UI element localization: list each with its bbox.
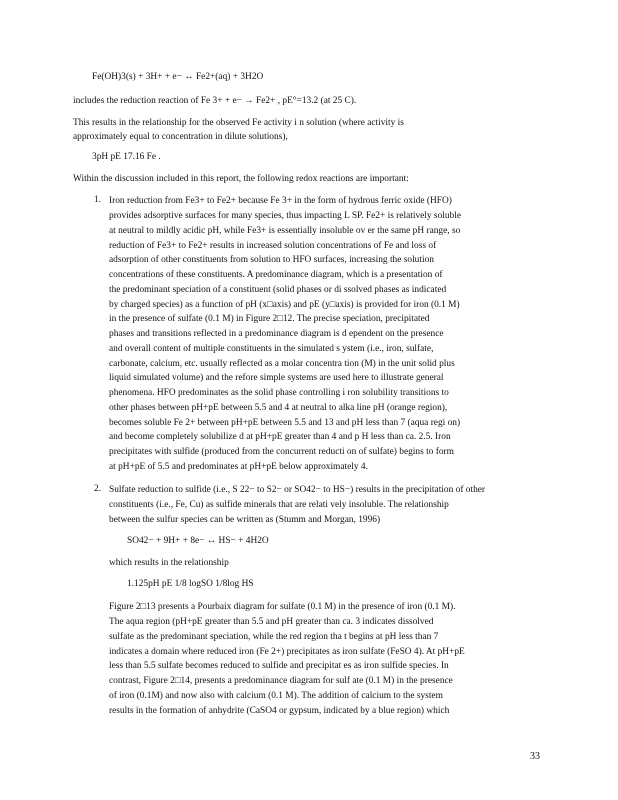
item1-line: other phases between pH+pE between 5.5 and 4 at neutral to alka line pH (orange region), <box>109 403 448 413</box>
item1-line: provides adsorptive surfaces for many species, thus impacting L SP. Fe2+ is relatively soluble <box>109 211 462 221</box>
item1-line: in the presence of sulfate (0.1 M) in Figure 2□12. The precise speciation, precipitated <box>109 314 430 324</box>
item2-line: Figure 2□13 presents a Pourbaix diagram for sulfate (0.1 M) in the presence of iron (0.1 M). <box>109 602 456 612</box>
intro-line-2: This results in the relationship for the observed Fe activity i n solution (where activity is <box>73 118 404 128</box>
equation-fe-activity: 3pH pE 17.16 Fe . <box>92 152 161 162</box>
item2-line: sulfate as the predominant speciation, while the red region tha t begins at pH less than 7 <box>109 632 439 642</box>
intro-line-1: includes the reduction reaction of Fe 3+ + e− → Fe2+ , pE°=13.2 (at 25 C). <box>73 96 357 106</box>
item2-line: indicates a domain where reduced iron (Fe 2+) precipitates as iron sulfate (FeSO 4). At pH+pE <box>109 647 465 657</box>
item1-line: and become completely solubilize d at pH+pE greater than 4 and p H less than ca. 2.5. Iron <box>109 432 451 442</box>
item2-line: constituents (i.e., Fe, Cu) as sulfide minerals that are relati vely insoluble. The relationship <box>109 500 449 510</box>
item1-line: and overall content of multiple constituents in the simulated s ystem (i.e., iron, sulfate, <box>109 344 434 354</box>
item1-line: liquid simulated volume) and the refore simple systems are used here to illustrate general <box>109 373 444 383</box>
item2-line: results in the formation of anhydrite (CaSO4 or gypsum, indicated by a blue region) which <box>109 706 450 716</box>
item2-line: of iron (0.1M) and now also with calcium (0.1 M). The addition of calcium to the system <box>109 691 443 701</box>
item1-line: adsorption of other constituents from solution to HFO surfaces, increasing the solution <box>109 255 434 265</box>
item1-line: reduction of Fe3+ to Fe2+ results in increased solution concentrations of Fe and loss of <box>109 241 437 251</box>
item1-line: concentrations of these constituents. A predominance diagram, which is a presentation of <box>109 270 443 280</box>
item2-line: which results in the relationship <box>109 558 229 568</box>
item1-line: the predominant speciation of a constituent (solid phases or di ssolved phases as indicated <box>109 285 447 295</box>
lead-paragraph: Within the discussion included in this report, the following redox reactions are important: <box>73 174 409 184</box>
item1-line: phenomena. HFO predominates as the solid phase controlling i ron solubility transitions to <box>109 388 449 398</box>
item1-line: by charged species) as a function of pH (x□axis) and pE (y□axis) is provided for iron (0.1 M) <box>109 300 460 310</box>
item1-line: Iron reduction from Fe3+ to Fe2+ because Fe 3+ in the form of hydrous ferric oxide (HFO) <box>109 196 452 206</box>
item2-line: contrast, Figure 2□14, presents a predominance diagram for sulf ate (0.1 M) in the presence <box>109 676 453 686</box>
intro-line-3: approximately equal to concentration in dilute solutions), <box>73 132 288 142</box>
item2-line: The aqua region (pH+pE greater than 5.5 and pH greater than ca. 3 indicates dissolved <box>109 617 434 627</box>
item1-line: becomes soluble Fe 2+ between pH+pE between 5.5 and 13 and pH less than 7 (aqua regi on) <box>109 418 461 428</box>
item1-line: phases and transitions reflected in a predominance diagram is d ependent on the presence <box>109 329 444 339</box>
equation-sulfate-reduction: SO42− + 9H+ + 8e− ↔ HS− + 4H2O <box>127 536 269 546</box>
item1-line: precipitates with sulfide (produced from the concurrent reducti on of sulfate) begins to form <box>109 447 454 457</box>
equation-sulfur-relationship: 1.125pH pE 1/8 logSO 1/8log HS <box>127 579 254 589</box>
item1-line: carbonate, calcium, etc. usually reflected as a molar concentra tion (M) in the unit solid plus <box>109 359 455 369</box>
equation-iron-reduction: Fe(OH)3(s) + 3H+ + e− ↔ Fe2+(aq) + 3H2O <box>92 72 264 82</box>
page-number: 33 <box>530 751 540 762</box>
item1-line: at pH+pE of 5.5 and predominates at pH+pE below approximately 4. <box>109 462 368 472</box>
list-marker-1: 1. <box>94 195 102 205</box>
item2-line: less than 5.5 sulfate becomes reduced to sulfide and precipitat es as iron sulfide species. In <box>109 661 449 671</box>
list-marker-2: 2. <box>94 484 102 494</box>
item1-line: at neutral to mildly acidic pH, while Fe3+ is essentially insoluble ov er the same pH range, so <box>109 226 461 236</box>
item2-line: Sulfate reduction to sulfide (i.e., S 22− to S2− or SO42− to HS−) results in the precipitation of other <box>109 485 486 495</box>
item2-line: between the sulfur species can be written as (Stumm and Morgan, 1996) <box>109 515 381 525</box>
